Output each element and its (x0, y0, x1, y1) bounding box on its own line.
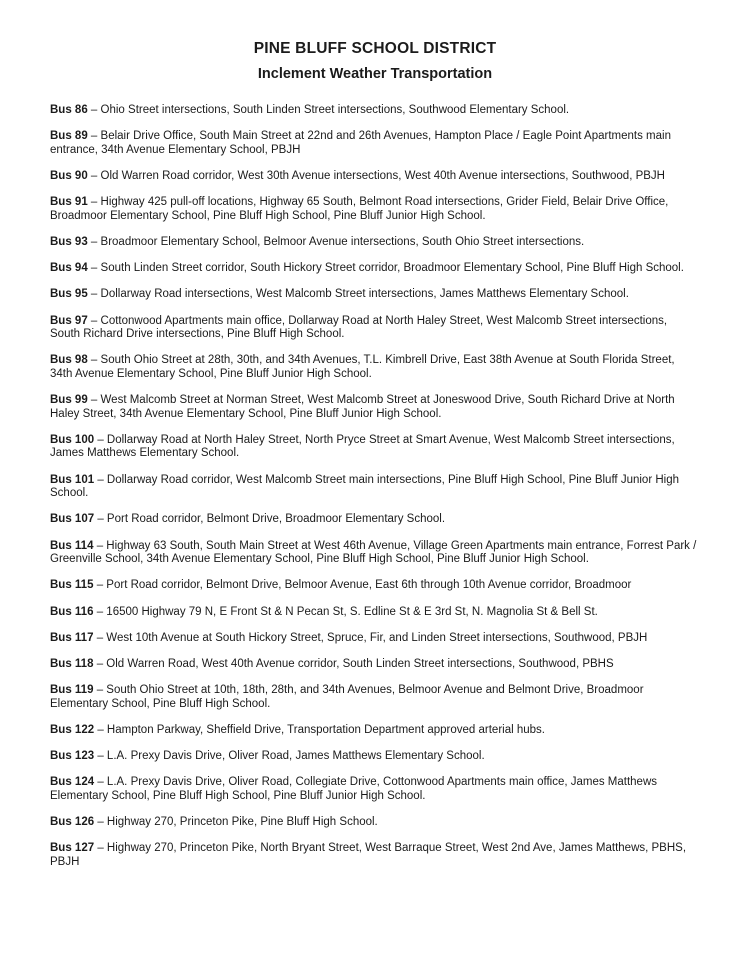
bus-route-entry (50, 434, 700, 461)
bus-number: Bus 126 (50, 816, 95, 829)
bus-route-entry (50, 632, 700, 646)
bus-route-entry (50, 170, 700, 184)
route-separator: – (90, 130, 98, 143)
bus-number: Bus 100 (50, 433, 95, 446)
route-separator: – (97, 723, 104, 736)
route-description: Dollarway Road corridor, West Malcomb Street main intersections, Pine Bluff High School, Pine Bluff Junior High School. (50, 473, 679, 500)
bus-number: Bus 118 (50, 657, 94, 670)
route-separator: – (97, 776, 104, 789)
route-description: West Malcomb Street at Norman Street, West Malcomb Street at Joneswood Drive, South Richard Drive at North Haley Street, 34th Avenue Elementary School, Pine Bluff Junior High School. (50, 394, 675, 420)
route-description: 16500 Highway 79 N, E Front St & N Pecan St, S. Edline St & E 3rd St, N. Magnolia St & Bell St. (106, 605, 598, 618)
route-description: Highway 270, Princeton Pike, North Bryant Street, West Barraque Street, West 2nd Ave, James Matthews, PBHS, PBJH (50, 842, 687, 868)
bus-route-entry (50, 315, 700, 342)
route-separator: – (96, 684, 104, 697)
bus-route-entry (50, 684, 700, 711)
bus-route-entry (50, 750, 700, 764)
route-separator: – (90, 262, 98, 275)
route-description: Port Road corridor, Belmont Drive, Broadmoor Elementary School. (106, 513, 446, 526)
route-description: Port Road corridor, Belmont Drive, Belmoor Avenue, East 6th through 10th Avenue corridor, Broadmoor (106, 579, 632, 592)
route-separator: – (90, 169, 98, 182)
route-description: Highway 270, Princeton Pike, Pine Bluff High School. (106, 816, 378, 829)
route-separator: – (90, 235, 98, 248)
bus-number: Bus 114 (50, 539, 94, 552)
bus-number: Bus 122 (50, 723, 95, 736)
route-description: Old Warren Road corridor, West 30th Avenue intersections, West 40th Avenue intersections, Southwood, PBJH (100, 169, 665, 182)
bus-route-entry (50, 658, 700, 672)
bus-route-entry (50, 842, 700, 869)
route-description: Old Warren Road, West 40th Avenue corridor, South Linden Street intersections, Southwood, PBHS (106, 657, 614, 670)
route-separator: – (96, 631, 104, 644)
bus-route-entry (50, 540, 700, 567)
bus-number: Bus 119 (50, 684, 94, 697)
page-subtitle: Inclement Weather Transportation (257, 66, 493, 82)
bus-number: Bus 123 (50, 750, 95, 763)
route-description: Dollarway Road intersections, West Malcomb Street intersections, James Matthews Elementary School. (100, 288, 629, 301)
route-description: L.A. Prexy Davis Drive, Oliver Road, Collegiate Drive, Cottonwood Apartments main office, James Matthews Elementary School, Pine Bluff High School, Pine Bluff Junior High School. (50, 776, 658, 802)
bus-route-entry (50, 606, 700, 620)
route-description: South Ohio Street at 28th, 30th, and 34th Avenues, T.L. Kimbrell Drive, East 38th Avenue at South Florida Street, 34th Avenue Elementary School, Pine Bluff Junior High School. (50, 354, 675, 380)
bus-number: Bus 99 (50, 394, 88, 407)
bus-number: Bus 127 (50, 842, 95, 855)
bus-route-entry (50, 394, 700, 421)
bus-number: Bus 91 (50, 196, 88, 209)
page-title: PINE BLUFF SCHOOL DISTRICT (253, 40, 497, 57)
route-separator: – (96, 657, 104, 670)
bus-route-entry (50, 288, 700, 302)
bus-route-entry (50, 236, 700, 250)
bus-number: Bus 93 (50, 235, 88, 248)
bus-number: Bus 98 (50, 354, 88, 367)
bus-route-entry (50, 816, 700, 830)
route-separator: – (90, 394, 98, 407)
bus-number: Bus 117 (50, 631, 94, 644)
route-description: South Ohio Street at 10th, 18th, 28th, and 34th Avenues, Belmoor Avenue and Belmont Drive, Broadmoor Elementary School, Pine Bluff High School. (50, 684, 644, 710)
bus-number: Bus 115 (50, 579, 94, 592)
route-description: Broadmoor Elementary School, Belmoor Avenue intersections, South Ohio Street intersections. (100, 235, 585, 248)
route-description: Hampton Parkway, Sheffield Drive, Transportation Department approved arterial hubs. (106, 723, 545, 736)
route-list (50, 104, 700, 869)
bus-number: Bus 89 (50, 130, 88, 143)
route-description: Cottonwood Apartments main office, Dollarway Road at North Haley Street, West Malcomb Street intersections, South Richard Drive intersections, Pine Bluff High School. (50, 314, 668, 341)
bus-number: Bus 94 (50, 262, 88, 275)
route-separator: – (96, 539, 104, 552)
route-description: West 10th Avenue at South Hickory Street, Spruce, Fir, and Linden Street intersections, Southwood, PBJH (106, 631, 648, 644)
route-separator: – (97, 513, 104, 526)
route-separator: – (90, 288, 98, 301)
bus-number: Bus 86 (50, 104, 88, 116)
route-separator: – (90, 104, 98, 116)
bus-route-entry (50, 513, 700, 527)
route-separator: – (96, 605, 104, 618)
bus-number: Bus 95 (50, 288, 88, 301)
bus-number: Bus 101 (50, 473, 95, 486)
bus-number: Bus 107 (50, 513, 95, 526)
route-description: Dollarway Road at North Haley Street, North Pryce Street at Smart Avenue, West Malcomb Street intersections, James Matthews Elementary School. (50, 433, 675, 460)
bus-route-entry (50, 130, 700, 157)
route-separator: – (97, 473, 104, 486)
bus-route-entry (50, 474, 700, 501)
bus-route-entry (50, 262, 700, 276)
route-separator: – (90, 354, 98, 367)
route-separator: – (97, 433, 104, 446)
route-description: Ohio Street intersections, South Linden Street intersections, Southwood Elementary School. (100, 104, 570, 116)
route-description: L.A. Prexy Davis Drive, Oliver Road, James Matthews Elementary School. (106, 750, 485, 763)
route-separator: – (97, 842, 104, 855)
route-separator: – (97, 750, 104, 763)
bus-route-entry (50, 354, 700, 381)
route-description: Highway 425 pull-off locations, Highway 65 South, Belmont Road intersections, Grider Field, Belair Drive Office, Broadmoor Elementary School, Pine Bluff High School, Pine Bluff Junior High School. (50, 196, 669, 222)
bus-route-entry (50, 196, 700, 223)
route-separator: – (97, 816, 104, 829)
document-header (50, 40, 700, 82)
bus-number: Bus 97 (50, 314, 88, 327)
route-separator: – (90, 314, 98, 327)
route-description: Belair Drive Office, South Main Street at 22nd and 26th Avenues, Hampton Place / Eagle Point Apartments main entrance, 34th Avenue Elementary School, PBJH (50, 130, 671, 156)
bus-route-entry (50, 776, 700, 803)
bus-number: Bus 124 (50, 776, 95, 789)
bus-route-entry (50, 579, 700, 593)
route-description: South Linden Street corridor, South Hickory Street corridor, Broadmoor Elementary School, Pine Bluff High School. (100, 262, 684, 275)
route-separator: – (90, 196, 98, 209)
route-separator: – (96, 579, 104, 592)
route-description: Highway 63 South, South Main Street at West 46th Avenue, Village Green Apartments main entrance, Forrest Park / Greenville School, 34th Avenue Elementary School, Pine Bluff High School, Pine Bluff Junior High School. (50, 539, 697, 566)
bus-route-entry (50, 724, 700, 738)
bus-number: Bus 116 (50, 605, 94, 618)
bus-number: Bus 90 (50, 169, 88, 182)
bus-route-entry (50, 104, 700, 118)
